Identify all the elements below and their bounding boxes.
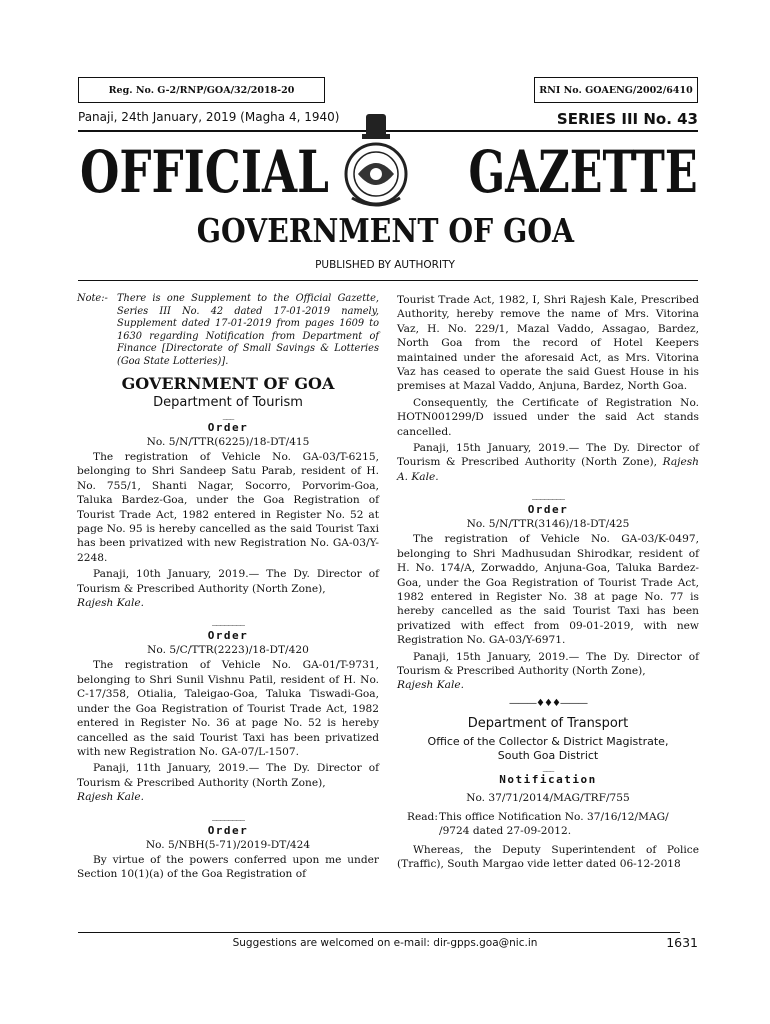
rni-number: RNI No. GOAENG/2002/6410 xyxy=(539,84,693,96)
signatory-name: Rajesh Kale. xyxy=(397,679,464,692)
whereas-paragraph: Whereas, the Deputy Superintendent of Police (Traffic), South Margao vide letter dated 06-12-2018 xyxy=(397,843,699,870)
signatory-name: Rajesh Kale. xyxy=(77,791,144,804)
order-signature: Panaji, 15th January, 2019.— The Dy. Director of Tourism & Prescribed Authority (North Zone), Rajesh A. Kale. xyxy=(397,442,699,483)
office-line: South Goa District xyxy=(497,748,599,762)
rni-number-box xyxy=(534,77,698,103)
heading-dash: ___ xyxy=(542,761,554,772)
series-number: SERIES III No. 43 xyxy=(556,110,698,128)
order-body: By virtue of the powers conferred upon me under Section 10(1)(a) of the Goa Registration of xyxy=(77,853,379,880)
note-label: Note:- xyxy=(77,293,108,304)
footer-suggestions: Suggestions are welcomed on e-mail: dir-gpps.goa@nic.in xyxy=(232,937,538,949)
registration-number-box xyxy=(78,77,325,103)
diamond-separator: ———♦♦♦——— xyxy=(509,697,587,709)
heading-dash: ___ xyxy=(222,410,234,420)
order-body: The registration of Vehicle No. GA-01/T-9731, belonging to Shri Sunil Vishnu Patil, resident of H. No. C-17/358, Otialia, Taleigao-Goa, Taluka Tiswadi-Goa, under the Goa Registration of Tourist Trade Act, 1982 entered in Register No. 36 at page No. 52 is hereby cancelled as the said Tourist Taxi has been privatized with new Registration No. GA-07/L-1507. xyxy=(77,659,379,758)
order-signature: Panaji, 10th January, 2019.— The Dy. Director of Tourism & Prescribed Authority (North Zone), Rajesh Kale. xyxy=(77,568,379,610)
notification-label: Notification xyxy=(499,772,597,786)
notification-number: No. 37/71/2014/MAG/TRF/755 xyxy=(466,791,630,804)
masthead-official: OFFICIAL xyxy=(80,138,329,206)
masthead-rule xyxy=(78,280,698,281)
department-heading: Department of Tourism xyxy=(153,395,303,410)
read-reference xyxy=(397,810,699,839)
order-signature: Panaji, 11th January, 2019.— The Dy. Director of Tourism & Prescribed Authority (North Zone), Rajesh Kale. xyxy=(77,762,379,804)
separator: ________ xyxy=(532,489,564,501)
masthead-government-text: GOVERNMENT OF GOA xyxy=(196,211,574,250)
goa-emblem-icon xyxy=(338,108,414,216)
order-number: No. 5/N/TTR(3146)/18-DT/425 xyxy=(466,518,630,531)
separator: ________ xyxy=(212,615,244,627)
page-number: 1631 xyxy=(666,935,698,950)
order-label: Order xyxy=(207,421,249,434)
note-text: There is one Supplement to the Official Gazette, Series III No. 42 dated 17-01-2019 namely, Supplement dated 17-01-2019 from pages 1609 to 1630 regarding Notification from Department of Finance [Directorate of Small Savings & Lotteries (Goa State Lotteries)]. xyxy=(117,293,379,367)
published-by-authority: PUBLISHED BY AUTHORITY xyxy=(315,259,455,271)
supplement-note xyxy=(77,293,379,368)
masthead-government xyxy=(0,211,770,250)
order-body: Consequently, the Certificate of Registration No. HOTN001299/D issued under the said Act stands cancelled. xyxy=(397,396,699,438)
office-line: Office of the Collector & District Magistrate, xyxy=(427,734,669,748)
order-label: Order xyxy=(207,629,249,643)
order-number: No. 5/N/TTR(6225)/18-DT/415 xyxy=(146,436,310,448)
government-heading: GOVERNMENT OF GOA xyxy=(121,374,335,393)
order-label: Order xyxy=(207,823,249,837)
masthead-gazette: GAZETTE xyxy=(468,138,698,206)
left-column xyxy=(77,293,379,883)
order-number: No. 5/NBH(5-71)/2019-DT/424 xyxy=(145,838,311,851)
read-text: This office Notification No. 37/16/12/MAG/ /9724 dated 27-09-2012. xyxy=(439,810,669,838)
issue-date: Panaji, 24th January, 2019 (Magha 4, 1940) xyxy=(78,110,340,124)
signatory-name: Rajesh A. Kale. xyxy=(397,456,699,483)
footer-rule xyxy=(78,932,680,933)
order-label: Order xyxy=(527,503,569,517)
order-body-continued: Tourist Trade Act, 1982, I, Shri Rajesh Kale, Prescribed Authority, hereby remove the name of Mrs. Vitorina Vaz, H. No. 229/1, Mazal Vaddo, Assagao, Bardez, North Goa from the record of Hotel Keepers maintained under the aforesaid Act, as Mrs. Vitorina Vaz has ceased to operate the said Guest House in his premises at Mazal Vaddo, Anjuna, Bardez, North Goa. xyxy=(397,294,699,393)
department-heading: Department of Transport xyxy=(467,715,629,731)
read-label: Read: xyxy=(407,810,438,823)
order-signature: Panaji, 15th January, 2019.— The Dy. Director of Tourism & Prescribed Authority (North Zone), Rajesh Kale. xyxy=(397,650,699,692)
order-body: The registration of Vehicle No. GA-03/K-0497, belonging to Shri Madhusudan Shirodkar, resident of H. No. 174/A, Zorwaddo, Anjuna-Goa, Taluka Bardez-Goa, under the Goa Registration of Tourist Trade Act, 1982 entered in Register No. 38 at page No. 77 is hereby cancelled as the said Tourist Taxi has been privatized with effect from 09-01-2019, with new Registration No. GA-03/Y-6971. xyxy=(397,533,699,647)
right-column xyxy=(397,293,699,873)
order-body: The registration of Vehicle No. GA-03/T-6215, belonging to Shri Sandeep Satu Parab, resident of H. No. 755/1, Shanti Nagar, Socorro, Porvorim-Goa, Taluka Bardez-Goa, under the Goa Registration of Tourist Trade Act, 1982 entered in Register No. 52 at page No. 95 is hereby cancelled as the said Tourist Taxi has been privatized with new Registration No. GA-03/Y-2248. xyxy=(77,451,379,564)
signatory-name: Rajesh Kale. xyxy=(77,597,144,610)
separator: ________ xyxy=(212,809,244,821)
order-number: No. 5/C/TTR(2223)/18-DT/420 xyxy=(147,644,309,657)
registration-number: Reg. No. G-2/RNP/GOA/32/2018-20 xyxy=(108,84,295,96)
